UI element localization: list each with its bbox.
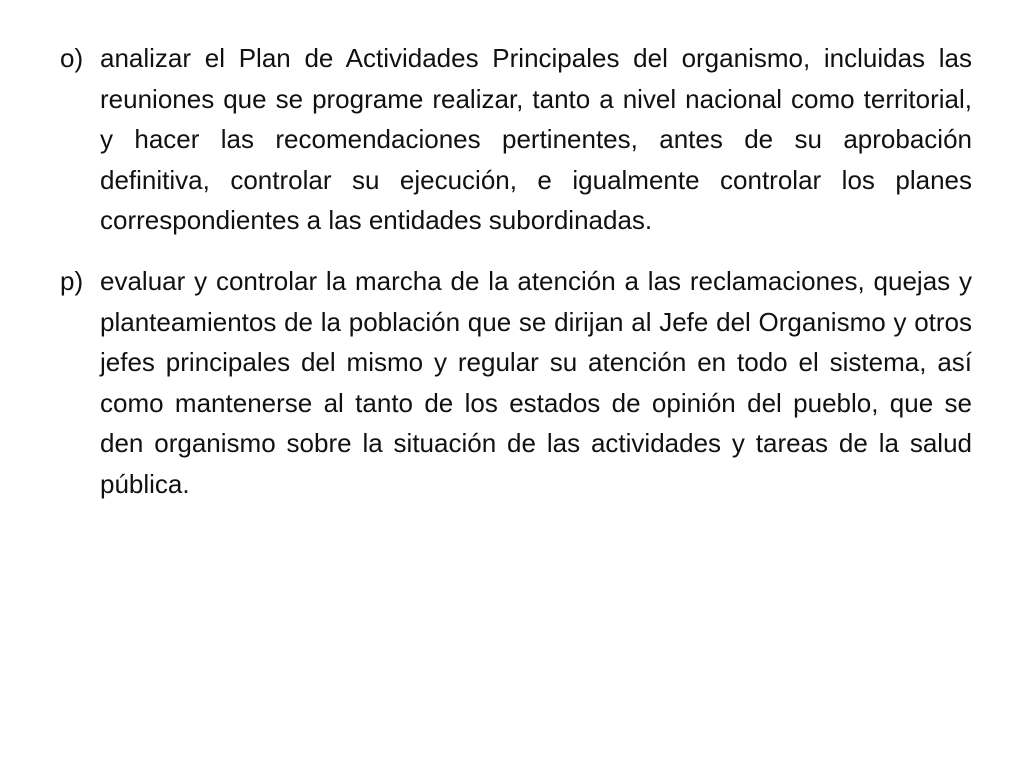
slide-body <box>60 38 972 525</box>
item-text: evaluar y controlar la marcha de la atención a las reclamaciones, quejas y planteamientos de la población que se dirijan al Jefe del Organismo y otros jefes principales del mismo y regular su atención en todo el sistema, así como mantenerse al tanto de los estados de opinión del pueblo, que se den organismo sobre la situación de las actividades y tareas de la salud pública. <box>100 265 972 499</box>
list-item-p <box>60 261 972 505</box>
list-item-o <box>60 38 972 241</box>
item-text: analizar el Plan de Actividades Principales del organismo, incluidas las reuniones que se programe realizar, tanto a nivel nacional como territorial, y hacer las recomendaciones pertinentes, antes de su aprobación definitiva, controlar su ejecución, e igualmente controlar los planes correspondientes a las entidades subordinadas. <box>100 43 972 236</box>
item-marker: p) <box>60 265 84 296</box>
item-marker: o) <box>60 43 84 73</box>
